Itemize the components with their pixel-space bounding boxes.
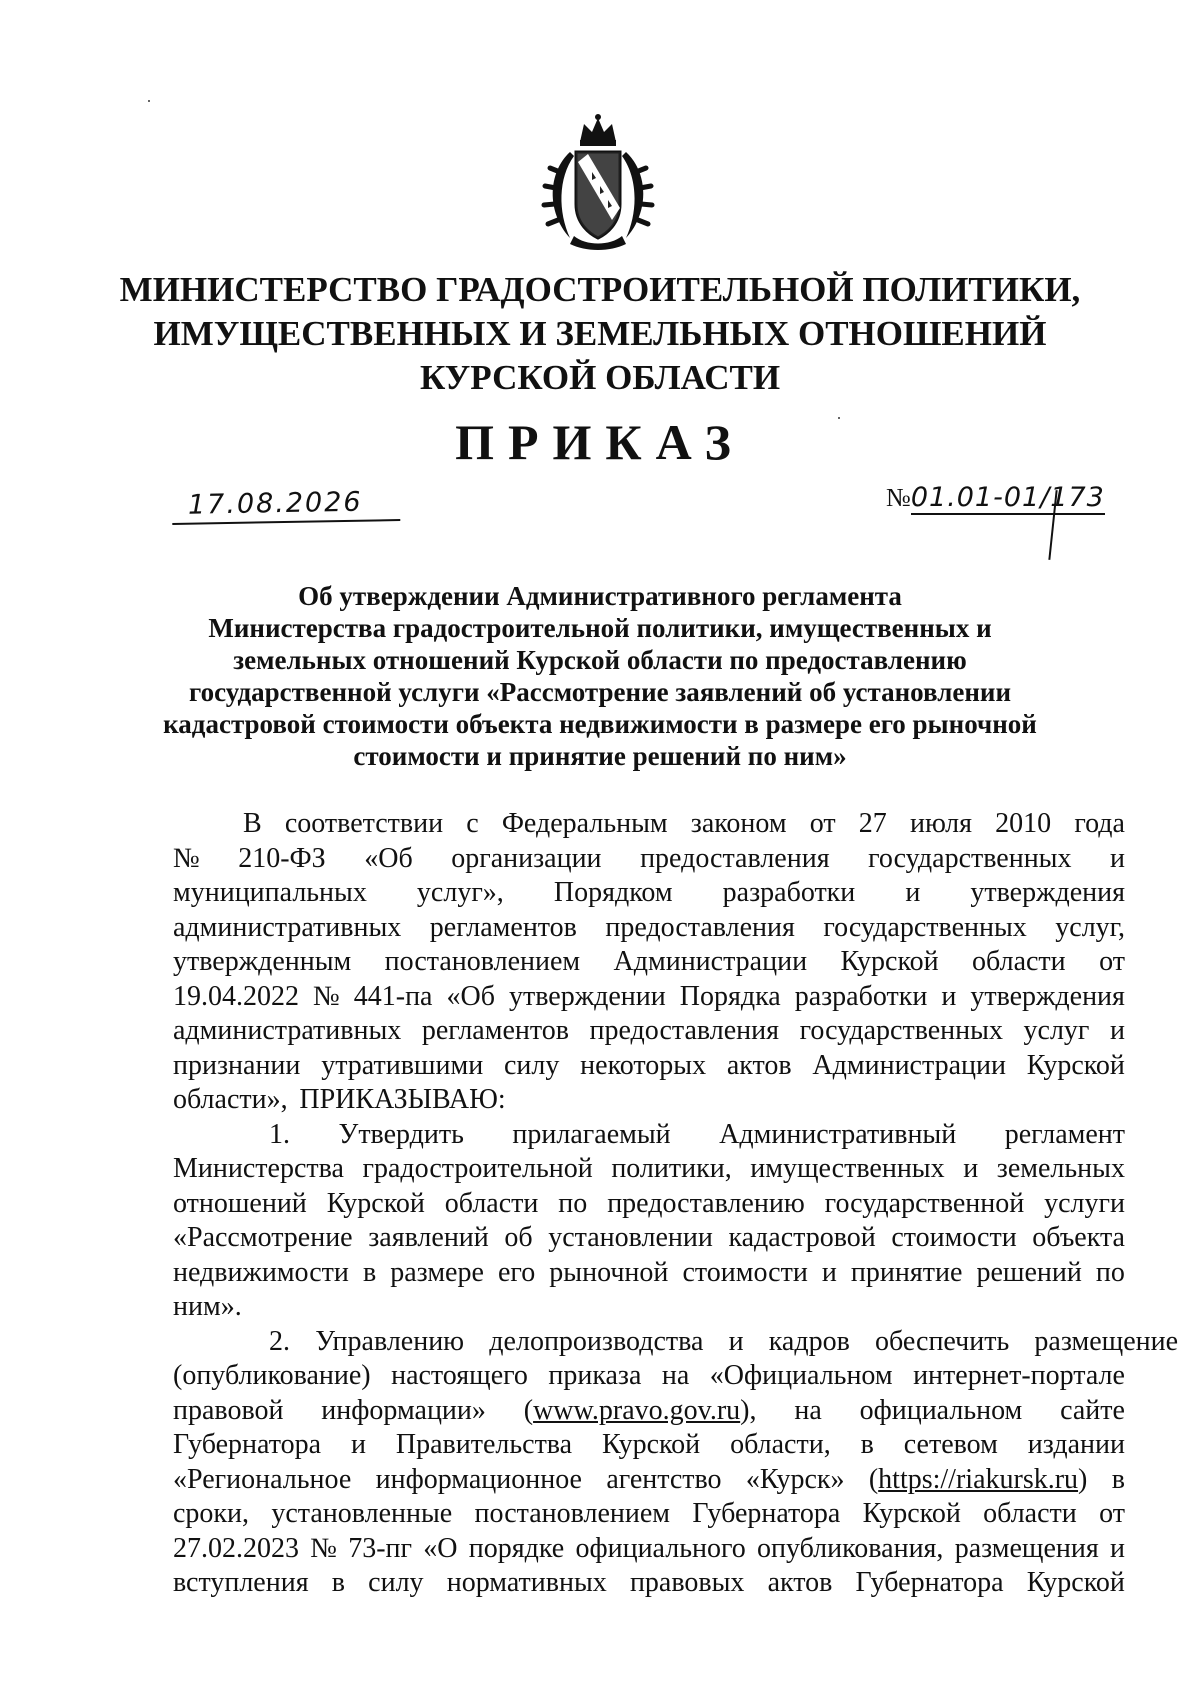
- body-line: [173, 1497, 1125, 1532]
- body-word: кадастровой: [728, 1222, 876, 1253]
- body-word: года: [1074, 808, 1125, 839]
- body-word: государственных: [868, 842, 1072, 874]
- body-line: [173, 1325, 1179, 1360]
- body-word: стоимости: [682, 1256, 808, 1288]
- body-word: интернет-портале: [913, 1360, 1125, 1391]
- body-word: правовой: [173, 1394, 284, 1426]
- body-word: об: [504, 1222, 533, 1253]
- body-word: отношений: [173, 1187, 307, 1219]
- body-word: «Региональное: [173, 1463, 352, 1495]
- body-word: Административный: [719, 1118, 957, 1150]
- body-word: информационное: [375, 1463, 582, 1495]
- body-word: и: [941, 980, 957, 1012]
- body-word: услуги: [1044, 1187, 1125, 1219]
- body-word: Курской: [862, 1498, 961, 1529]
- body-word: от: [809, 808, 836, 839]
- body-word: (www.pravo.gov.ru),: [523, 1394, 757, 1426]
- body-word: законом: [690, 808, 787, 839]
- body-word: и: [1110, 842, 1125, 874]
- body-word: 27.02.2023: [173, 1532, 299, 1564]
- body-word: агентство: [606, 1463, 722, 1495]
- body-line: [173, 980, 1125, 1015]
- body-word: настоящего: [391, 1360, 528, 1391]
- body-line: [173, 911, 1125, 946]
- body-word: актов: [767, 1567, 833, 1598]
- body-word: объекта: [1032, 1222, 1125, 1253]
- body-word: июля: [909, 808, 973, 839]
- body-word: «Курск»: [745, 1463, 845, 1495]
- body-word: на: [661, 1360, 690, 1391]
- body-word: услуг: [1023, 1015, 1090, 1046]
- body-word: и: [905, 877, 921, 908]
- body-word: 1.: [269, 1118, 290, 1150]
- body-word: регламентов: [429, 911, 577, 943]
- body-word: решений: [976, 1256, 1082, 1288]
- ministry-line-3: КУРСКОЙ ОБЛАСТИ: [419, 358, 781, 397]
- body-word: №: [310, 1532, 337, 1564]
- body-word: утверждения: [970, 877, 1125, 908]
- scan-artifact: [148, 100, 150, 102]
- body-word: утвержденным: [173, 946, 352, 977]
- body-word: административных: [173, 911, 402, 943]
- body-word: от: [1099, 1498, 1125, 1529]
- body-word: ПРИКАЗЫВАЮ:: [299, 1084, 506, 1115]
- body-word: 2010: [995, 808, 1052, 839]
- order-body-text: [173, 807, 1179, 1601]
- body-word: установлении: [548, 1222, 713, 1253]
- body-word: обеспечить: [875, 1325, 1010, 1357]
- body-word: политики,: [611, 1153, 732, 1184]
- body-line: [173, 1187, 1125, 1222]
- body-word: в: [860, 1429, 874, 1460]
- scan-artifact: [838, 417, 840, 419]
- subject-line: Об утверждении Административного регламента: [298, 581, 902, 611]
- body-word: и: [728, 1325, 744, 1357]
- order-subject: [100, 580, 1100, 772]
- body-word: государственных: [823, 911, 1027, 943]
- body-word: кадров: [768, 1325, 850, 1357]
- body-word: Утвердить: [338, 1118, 464, 1150]
- body-line: [173, 1463, 1125, 1498]
- body-word: официальном: [859, 1394, 1023, 1426]
- ministry-name: [100, 268, 1100, 400]
- body-word: размере: [390, 1256, 484, 1288]
- body-word: области,: [730, 1429, 831, 1460]
- body-word: размещения: [954, 1532, 1099, 1564]
- body-word: принятие: [850, 1256, 963, 1288]
- body-word: разработки: [722, 877, 856, 908]
- subject-line: кадастровой стоимости объекта недвижимости в размере его рыночной: [163, 709, 1037, 739]
- subject-line: государственной услуги «Рассмотрение заявлений об установлении: [188, 677, 1011, 707]
- body-line: [173, 1083, 1125, 1118]
- body-word: в: [362, 1256, 377, 1288]
- body-word: приказа: [548, 1360, 642, 1391]
- body-word: Министерства: [173, 1153, 344, 1184]
- body-word: государственных: [799, 1015, 1003, 1046]
- body-word: на: [794, 1394, 822, 1426]
- body-word: утверждении: [509, 980, 666, 1012]
- body-word: утверждения: [970, 980, 1125, 1012]
- hyperlink[interactable]: https://riakursk.ru: [878, 1463, 1079, 1495]
- body-word: соответствии: [284, 808, 444, 839]
- body-word: предоставления: [605, 911, 795, 943]
- body-word: размещение: [1034, 1325, 1179, 1357]
- body-word: в: [331, 1567, 345, 1598]
- body-word: предоставлению: [607, 1187, 805, 1219]
- body-line: [173, 1359, 1125, 1394]
- body-word: Губернатора: [692, 1498, 841, 1529]
- number-sign: №: [886, 483, 911, 512]
- body-word: Губернатора: [173, 1429, 322, 1460]
- body-word: информации»: [321, 1394, 486, 1426]
- body-line: [173, 1428, 1125, 1463]
- body-word: области: [972, 946, 1066, 977]
- body-word: силу: [503, 1049, 560, 1081]
- body-word: «Рассмотрение: [173, 1222, 353, 1253]
- body-word: опубликования,: [757, 1532, 944, 1564]
- body-word: и: [350, 1429, 366, 1460]
- body-word: сетевом: [903, 1429, 998, 1460]
- body-word: области»,: [173, 1084, 288, 1115]
- subject-line: земельных отношений Курской области по предоставлению: [233, 645, 967, 675]
- body-word: предоставления: [640, 842, 830, 874]
- body-word: недвижимости: [173, 1256, 349, 1288]
- body-word: постановлением: [474, 1498, 670, 1529]
- body-line: [173, 1014, 1125, 1049]
- body-word: области: [983, 1498, 1077, 1529]
- body-word: 73-пг: [348, 1532, 413, 1564]
- subject-line: стоимости и принятие решений по ним»: [353, 741, 847, 771]
- order-number-value: 01.01-01/173: [910, 482, 1105, 513]
- body-word: 210-ФЗ: [238, 842, 326, 874]
- body-word: Губернатора: [855, 1567, 1004, 1598]
- body-word: Федеральным: [501, 808, 668, 839]
- body-word: услуг,: [1055, 911, 1125, 943]
- body-word: заявлений: [368, 1222, 489, 1253]
- body-word: Администрации: [812, 1049, 1006, 1081]
- body-word: некоторых: [580, 1049, 707, 1081]
- body-word: «О: [423, 1532, 458, 1564]
- body-word: его: [497, 1256, 536, 1288]
- body-word: Правительства: [395, 1429, 573, 1460]
- body-word: «Об: [446, 980, 495, 1012]
- body-word: земельных: [996, 1153, 1125, 1184]
- body-word: вступления: [173, 1567, 309, 1598]
- body-line: [173, 1049, 1125, 1084]
- body-line: [173, 945, 1125, 980]
- body-word: с: [466, 808, 479, 839]
- document-type-title: ПРИКАЗ: [455, 414, 745, 470]
- body-word: нормативных: [446, 1567, 607, 1598]
- body-word: от: [1099, 946, 1125, 977]
- body-word: силу: [368, 1567, 424, 1598]
- body-word: организации: [451, 842, 602, 874]
- body-word: и: [1109, 1015, 1125, 1046]
- body-word: установленные: [271, 1498, 453, 1529]
- body-word: «Об: [364, 842, 413, 874]
- body-line: [173, 807, 1125, 842]
- body-line: [173, 842, 1125, 877]
- body-word: Управлению: [315, 1325, 465, 1357]
- body-line: [173, 1118, 1125, 1153]
- ministry-line-1: МИНИСТЕРСТВО ГРАДОСТРОИТЕЛЬНОЙ ПОЛИТИКИ,: [119, 270, 1081, 309]
- body-line: [173, 1532, 1125, 1567]
- body-word: государственной: [824, 1187, 1025, 1219]
- body-word: (https://riakursk.ru): [868, 1463, 1088, 1495]
- body-word: Курской: [326, 1187, 425, 1219]
- body-word: Курской: [1026, 1567, 1125, 1598]
- body-word: регламент: [1004, 1118, 1125, 1150]
- body-word: делопроизводства: [489, 1325, 704, 1357]
- body-word: предоставления: [589, 1015, 780, 1046]
- body-word: в: [1111, 1463, 1125, 1495]
- body-word: по: [558, 1187, 588, 1219]
- body-word: стоимости: [891, 1222, 1017, 1253]
- body-word: разработки: [794, 980, 928, 1012]
- body-word: регламентов: [421, 1015, 569, 1046]
- order-number: [886, 480, 1105, 516]
- body-word: сайте: [1060, 1394, 1125, 1426]
- body-word: официального: [575, 1532, 746, 1564]
- body-line: [173, 1221, 1125, 1256]
- ministry-line-2: ИМУЩЕСТВЕННЫХ И ЗЕМЕЛЬНЫХ ОТНОШЕНИЙ: [153, 314, 1047, 353]
- body-word: Курской: [602, 1429, 701, 1460]
- body-line: [173, 1152, 1125, 1187]
- hyperlink[interactable]: www.pravo.gov.ru: [533, 1394, 741, 1426]
- body-line: [173, 1566, 1125, 1601]
- body-word: Курской: [840, 946, 939, 977]
- body-word: №: [313, 980, 340, 1012]
- body-word: прилагаемый: [512, 1118, 671, 1150]
- body-word: имущественных: [750, 1153, 945, 1184]
- subject-line: Министерства градостроительной политики, имущественных и: [208, 613, 992, 643]
- body-word: Курской: [1026, 1049, 1125, 1081]
- kursk-region-coat-of-arms-icon: [540, 112, 656, 252]
- body-word: области: [444, 1187, 539, 1219]
- body-word: муниципальных: [173, 877, 367, 908]
- body-word: сроки,: [173, 1498, 250, 1529]
- body-word: правовых: [629, 1567, 745, 1598]
- body-line: [173, 876, 1125, 911]
- body-word: порядке: [468, 1532, 565, 1564]
- order-date: 17.08.2026: [172, 485, 401, 525]
- body-word: 2.: [269, 1325, 290, 1357]
- body-word: Порядка: [679, 980, 781, 1012]
- body-word: №: [173, 842, 200, 874]
- body-word: признании: [173, 1049, 301, 1081]
- body-word: административных: [173, 1015, 402, 1046]
- body-word: и: [821, 1256, 837, 1288]
- body-word: издании: [1027, 1429, 1125, 1460]
- body-line: [173, 1394, 1125, 1429]
- body-word: (опубликование): [173, 1360, 371, 1391]
- body-word: и: [1110, 1532, 1125, 1564]
- body-word: постановлением: [384, 946, 581, 977]
- body-word: В: [243, 808, 262, 839]
- body-line: [173, 1290, 1125, 1325]
- body-word: Порядком: [553, 877, 673, 908]
- body-word: рыночной: [549, 1256, 669, 1288]
- body-word: по: [1095, 1256, 1125, 1288]
- body-word: 19.04.2022: [173, 980, 299, 1012]
- body-word: ним».: [173, 1291, 242, 1322]
- body-word: услуг»,: [416, 877, 504, 908]
- body-word: актов: [726, 1049, 792, 1081]
- body-word: градостроительной: [362, 1153, 593, 1184]
- body-line: [173, 1256, 1125, 1291]
- body-word: «Официальном: [709, 1360, 893, 1391]
- body-word: утратившими: [321, 1049, 484, 1081]
- body-word: 27: [858, 808, 887, 839]
- body-word: и: [963, 1153, 979, 1184]
- body-word: Администрации: [613, 946, 808, 977]
- body-word: 441-па: [353, 980, 433, 1012]
